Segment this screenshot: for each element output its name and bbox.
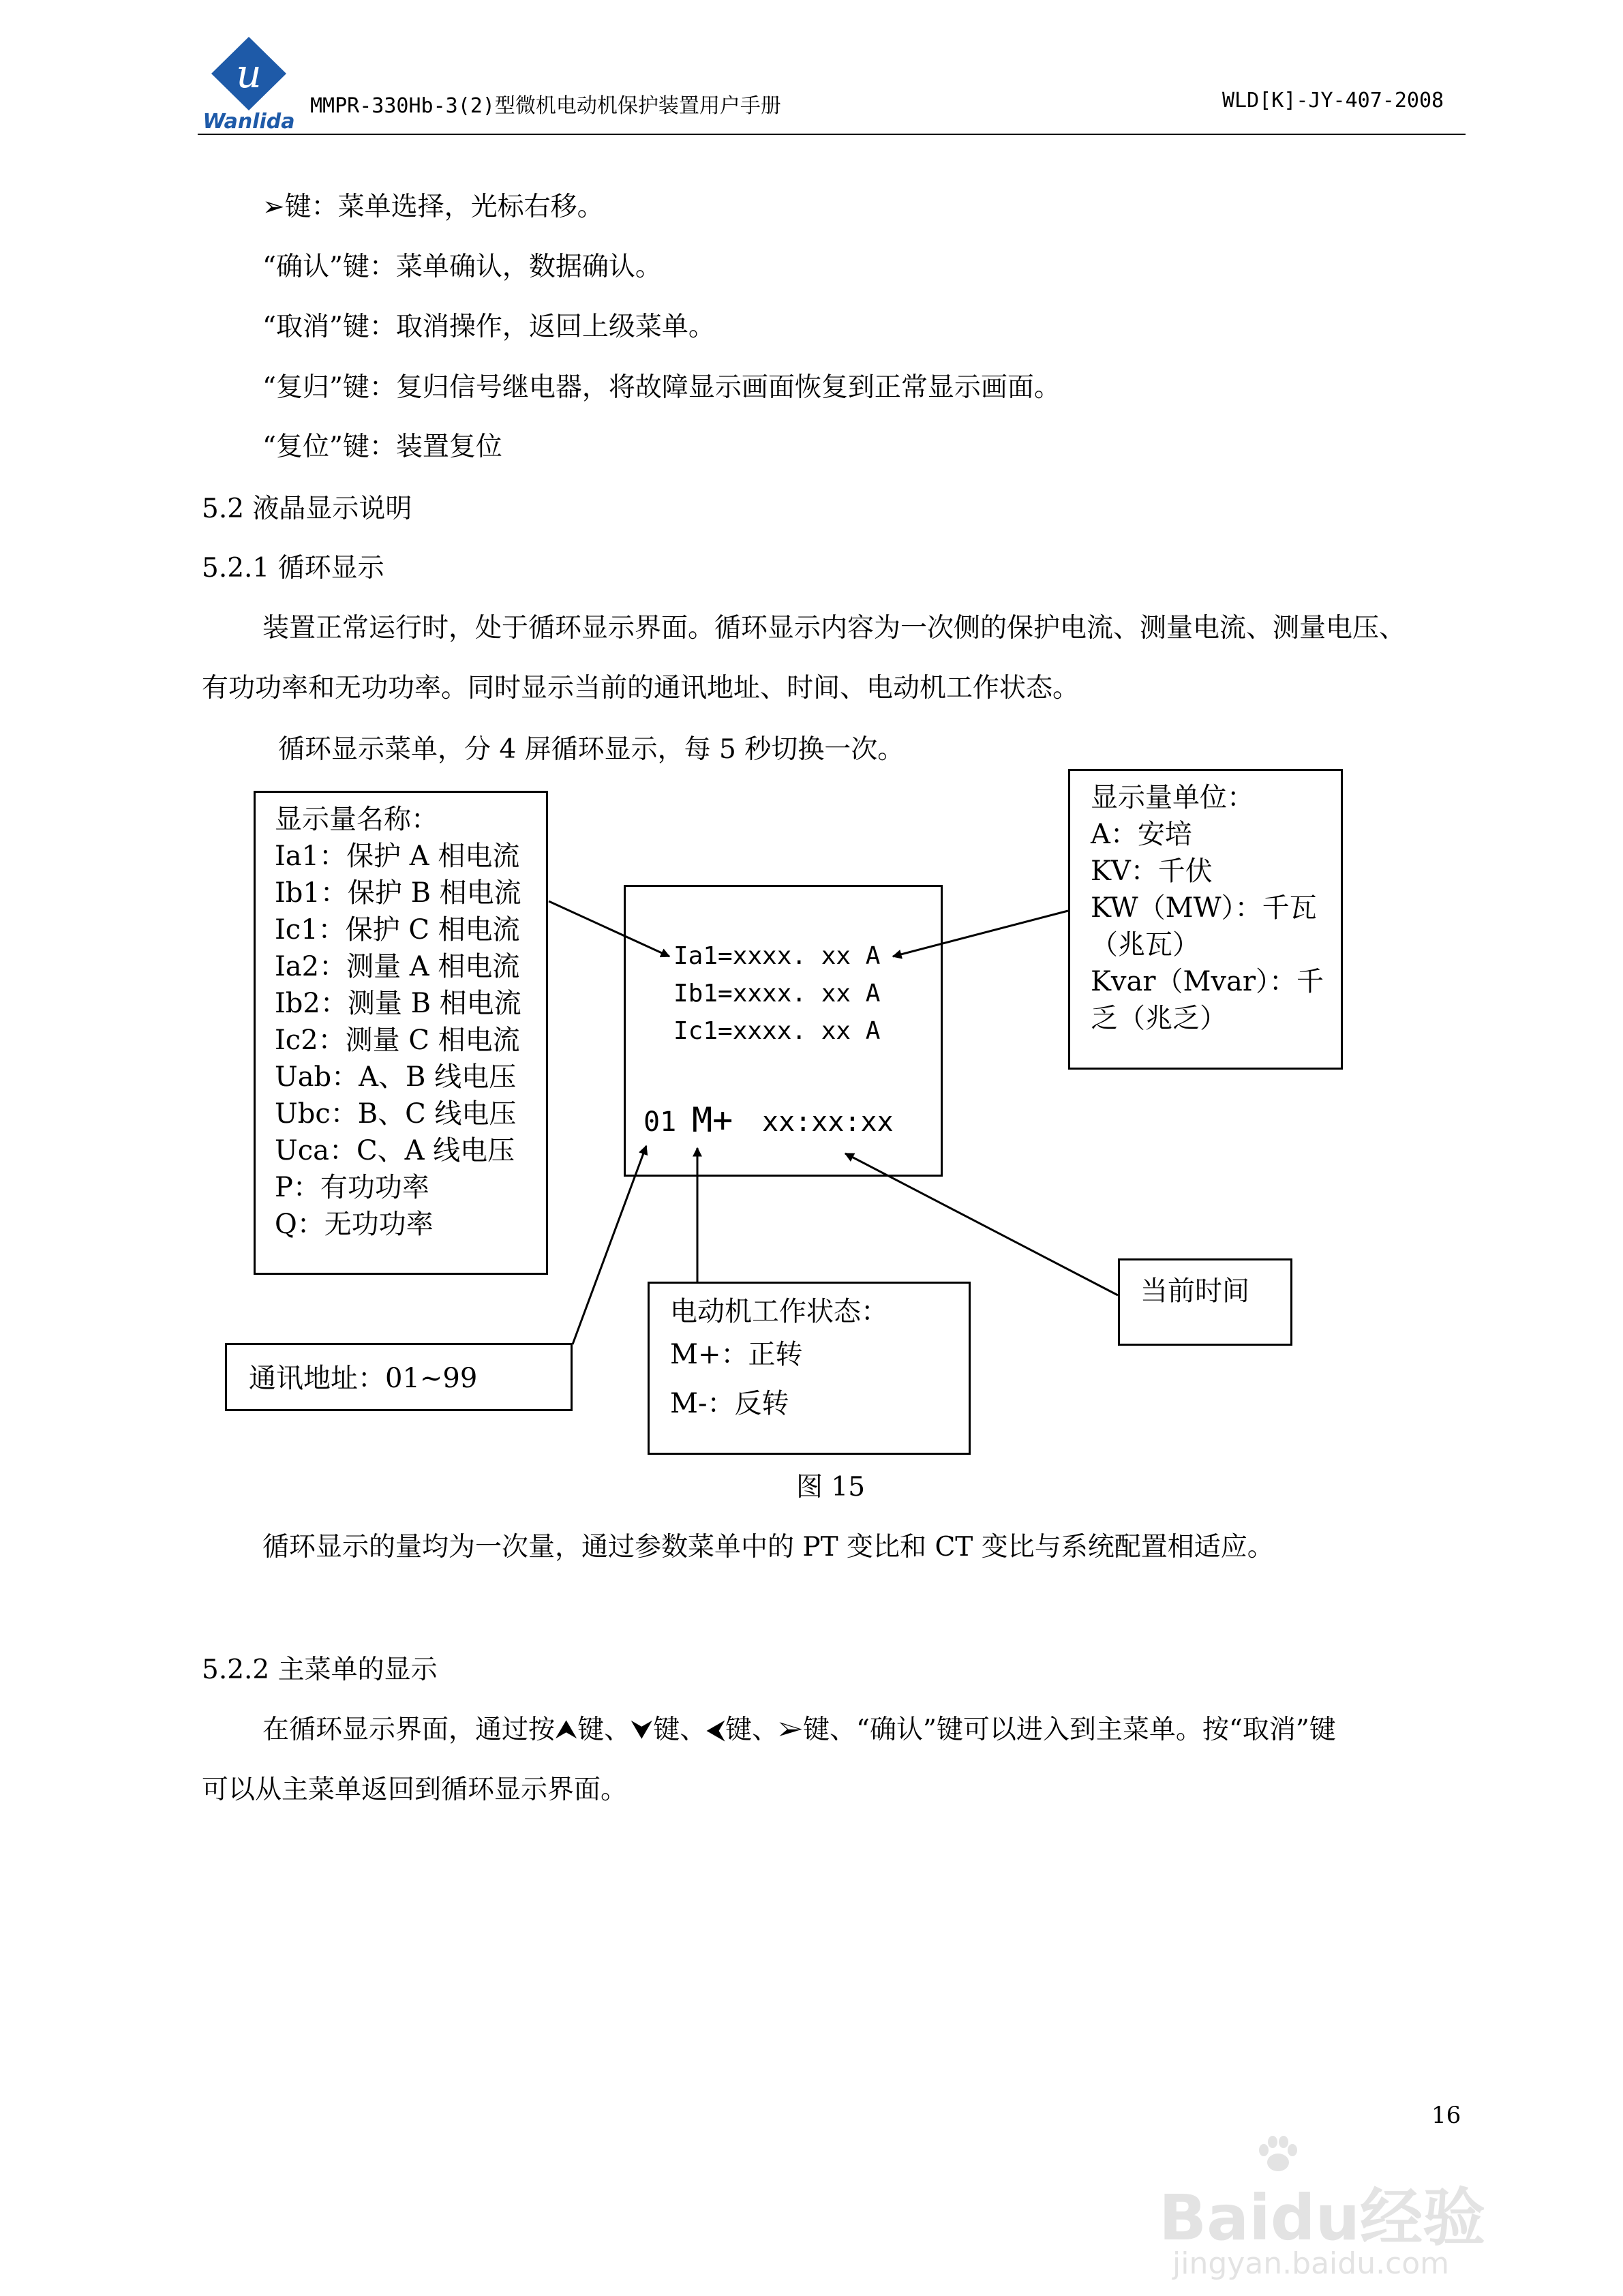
svg-text:Wanlida: Wanlida (202, 110, 295, 134)
lcd-line-ib1: Ib1=xxxx. xx A (673, 980, 881, 1008)
figure-caption: 图 15 (796, 1472, 866, 1502)
watermark-url: jingyan.baidu.com (1172, 2246, 1450, 2281)
arrow-units-to-lcd (893, 911, 1068, 956)
lcd-motor-state: M+ (692, 1100, 733, 1140)
arrow-names-to-lcd (549, 901, 669, 956)
baidu-watermark (1159, 2134, 1513, 2284)
unit-item: KV：千伏 (1091, 856, 1213, 887)
manual-title: MMPR-330Hb-3(2)型微机电动机保护装置用户手册 (310, 94, 781, 118)
name-item: Ib2：测量 B 相电流 (275, 988, 521, 1019)
paragraph-cycle-menu: 循环显示菜单，分 4 屏循环显示，每 5 秒切换一次。 (278, 734, 905, 765)
name-item: Ubc：B、C 线电压 (275, 1098, 517, 1130)
paragraph-main-menu-cont: 可以从主菜单返回到循环显示界面。 (202, 1774, 628, 1805)
name-item: Uab：A、B 线电压 (275, 1061, 517, 1093)
motor-state-title: 电动机工作状态： (670, 1296, 888, 1327)
key-confirm-description: “确认”键：菜单确认，数据确认。 (262, 252, 662, 282)
key-right-description: ➢键：菜单选择，光标右移。 (262, 192, 604, 222)
name-item: Ic2：测量 C 相电流 (275, 1025, 520, 1056)
page-number: 16 (1431, 2102, 1461, 2129)
lcd-line-ia1: Ia1=xxxx. xx A (673, 942, 881, 970)
units-title: 显示量单位： (1091, 782, 1254, 813)
motor-state-forward: M+：正转 (670, 1339, 803, 1370)
key-cancel-description: “取消”键：取消操作，返回上级菜单。 (262, 312, 715, 342)
lcd-time: xx:xx:xx (762, 1106, 894, 1138)
unit-item: Kvar（Mvar）：千 (1091, 966, 1324, 997)
lcd-line-ic1: Ic1=xxxx. xx A (673, 1017, 881, 1045)
arrow-addr-to-lcd (573, 1146, 646, 1344)
name-item: Ia2：测量 A 相电流 (275, 951, 520, 982)
section-5-2-2-heading: 5.2.2 主菜单的显示 (202, 1655, 438, 1685)
watermark-brand: Baidu经验 (1159, 2181, 1486, 2254)
name-item: Ia1：保护 A 相电流 (275, 841, 520, 872)
document-number: WLD[K]-JY-407-2008 (1222, 89, 1444, 112)
unit-item: 乏（兆乏） (1091, 1003, 1227, 1034)
name-item: Q：无功功率 (275, 1209, 434, 1240)
names-title: 显示量名称： (275, 804, 438, 835)
paragraph-primary-values: 循环显示的量均为一次量，通过参数菜单中的 PT 变比和 CT 变比与系统配置相适应。 (262, 1532, 1274, 1562)
paragraph-cycle-intro-cont: 有功功率和无功功率。同时显示当前的通讯地址、时间、电动机工作状态。 (202, 673, 1080, 704)
motor-state-reverse: M-：反转 (670, 1388, 789, 1419)
name-item: Uca：C、A 线电压 (275, 1135, 515, 1166)
key-reboot-description: “复位”键：装置复位 (262, 432, 502, 462)
lcd-address: 01 (643, 1106, 677, 1138)
name-item: Ic1：保护 C 相电流 (275, 914, 520, 946)
current-time-label: 当前时间 (1140, 1275, 1249, 1307)
name-item: Ib1：保护 B 相电流 (275, 877, 521, 909)
unit-item: KW（MW）：千瓦 (1091, 892, 1317, 924)
name-item: P：有功功率 (275, 1172, 429, 1203)
key-reset-signal-description: “复归”键：复归信号继电器，将故障显示画面恢复到正常显示画面。 (262, 372, 1061, 403)
comm-address-label: 通讯地址：01~99 (249, 1363, 478, 1394)
unit-item: A：安培 (1091, 819, 1192, 850)
svg-text:u: u (236, 50, 262, 97)
section-5-2-1-heading: 5.2.1 循环显示 (202, 553, 384, 584)
paragraph-main-menu: 在循环显示界面，通过按⮝键、⮟键、⮜键、➢键、“确认”键可以进入到主菜单。按“取消”键 (262, 1715, 1336, 1745)
unit-item: （兆瓦） (1091, 929, 1200, 961)
arrow-time-to-lcd (845, 1153, 1118, 1295)
section-5-2-heading: 5.2 液晶显示说明 (202, 494, 412, 524)
paragraph-cycle-intro: 装置正常运行时，处于循环显示界面。循环显示内容为一次侧的保护电流、测量电流、测量电压、 (262, 613, 1406, 644)
